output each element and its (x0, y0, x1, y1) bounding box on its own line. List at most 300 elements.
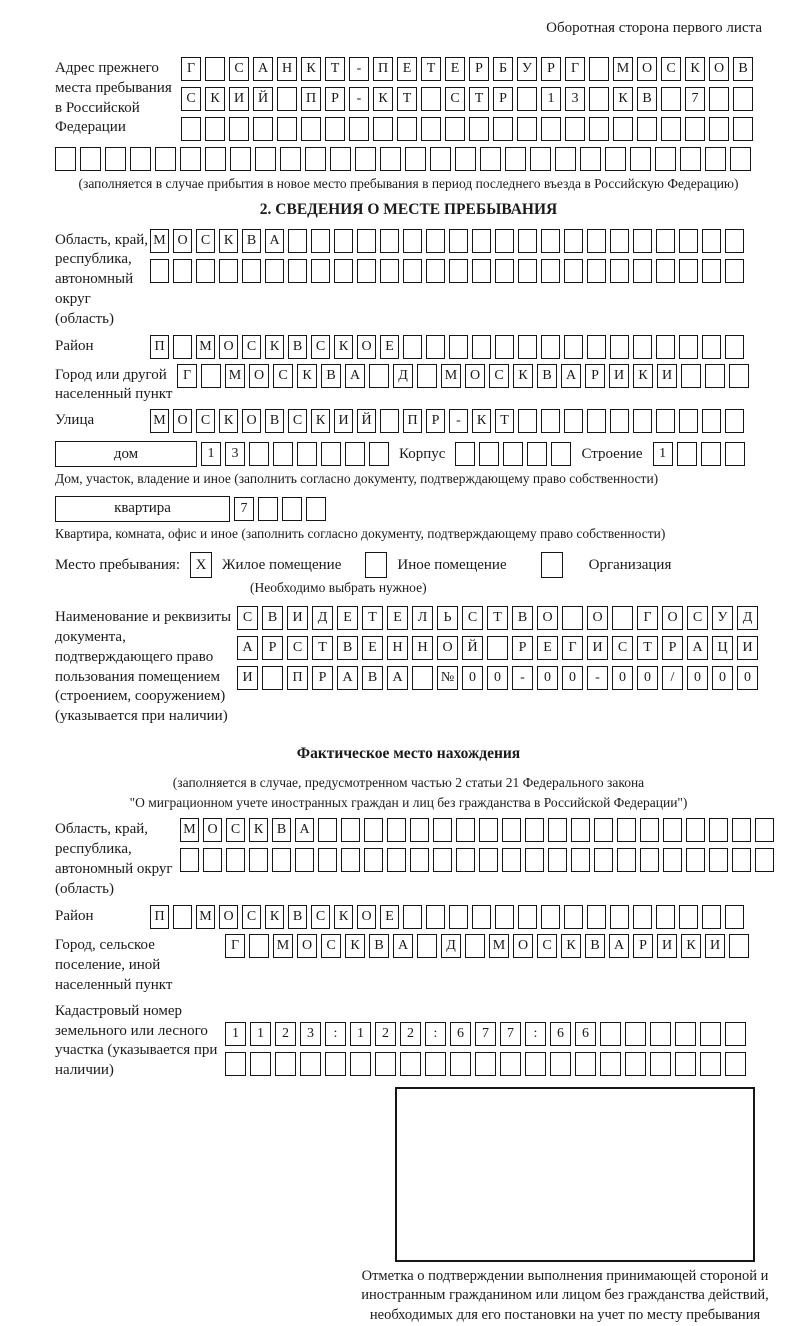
char-cell (550, 1052, 571, 1076)
char-cell: 1 (653, 442, 673, 466)
char-cell: Т (421, 57, 441, 81)
char-cell (600, 1052, 621, 1076)
fact-location-title: Фактическое место нахождения (296, 745, 521, 762)
char-cell: О (203, 818, 222, 842)
char-cell (541, 229, 560, 253)
stroenie-cells (653, 442, 745, 466)
char-cell (650, 1022, 671, 1046)
char-cell (330, 147, 351, 171)
char-cell: Б (493, 57, 513, 81)
char-cell (249, 934, 269, 958)
char-cell: С (273, 364, 293, 388)
char-cell: Р (426, 409, 445, 433)
char-cell (277, 87, 297, 111)
char-cell (173, 905, 192, 929)
char-cell: С (181, 87, 201, 111)
char-cell: Е (387, 606, 408, 630)
char-cell: - (349, 87, 369, 111)
char-cell (472, 905, 491, 929)
char-cell: У (712, 606, 733, 630)
char-cell (196, 259, 215, 283)
char-cell (702, 335, 721, 359)
char-cell: О (465, 364, 485, 388)
char-cell (249, 442, 269, 466)
char-cell: 3 (565, 87, 585, 111)
char-cell (325, 117, 345, 141)
char-cell (387, 848, 406, 872)
char-cell: К (561, 934, 581, 958)
char-cell (679, 409, 698, 433)
char-cell: 7 (500, 1022, 521, 1046)
char-cell (709, 117, 729, 141)
char-cell (562, 606, 583, 630)
char-cell: О (173, 229, 192, 253)
char-cell: Р (541, 57, 561, 81)
mesto-opt2-label: Иное помещение (397, 556, 507, 573)
char-cell (681, 364, 701, 388)
char-cell (311, 229, 330, 253)
char-cell (679, 905, 698, 929)
char-cell: С (537, 934, 557, 958)
char-cell (725, 229, 744, 253)
char-cell (487, 636, 508, 660)
kadastr-label: Кадастровый номер земельного или лесного участка (указывается при наличии) (55, 1002, 218, 1079)
char-cell (625, 1022, 646, 1046)
char-cell: А (387, 666, 408, 690)
char-cell: Р (585, 364, 605, 388)
doc-field (55, 606, 762, 727)
char-cell: Д (737, 606, 758, 630)
char-cell (548, 818, 567, 842)
char-cell: И (705, 934, 725, 958)
char-cell: О (219, 905, 238, 929)
char-cell (610, 905, 629, 929)
char-cell (661, 117, 681, 141)
fact-gorod-row (225, 934, 749, 958)
char-cell: - (587, 666, 608, 690)
char-cell (640, 848, 659, 872)
prev-address-label: Адрес прежнего места пребывания в Российской Федерации (55, 60, 172, 136)
char-cell (173, 335, 192, 359)
char-cell (700, 1022, 721, 1046)
char-cell (297, 442, 317, 466)
ulitsa-field (55, 409, 762, 433)
char-cell (449, 229, 468, 253)
char-cell (341, 818, 360, 842)
char-cell: О (537, 606, 558, 630)
char-cell (679, 335, 698, 359)
fact-oblast-label: Область, край, республика, автономный округ (область) (55, 821, 173, 897)
char-cell (282, 497, 302, 521)
char-cell (625, 1052, 646, 1076)
char-cell: Т (637, 636, 658, 660)
char-cell (380, 229, 399, 253)
char-cell (273, 442, 293, 466)
char-cell (575, 1052, 596, 1076)
char-cell: Р (493, 87, 513, 111)
char-cell: Р (662, 636, 683, 660)
char-cell (617, 818, 636, 842)
char-cell: Р (469, 57, 489, 81)
char-cell: 0 (462, 666, 483, 690)
char-cell: И (237, 666, 258, 690)
char-cell: О (357, 335, 376, 359)
char-cell (410, 818, 429, 842)
char-cell (725, 442, 745, 466)
char-cell (502, 848, 521, 872)
char-cell: С (462, 606, 483, 630)
char-cell: А (345, 364, 365, 388)
char-cell (450, 1052, 471, 1076)
char-cell (479, 442, 499, 466)
char-cell: М (273, 934, 293, 958)
char-cell: Г (565, 57, 585, 81)
char-cell: Й (462, 636, 483, 660)
doc-row-3 (237, 666, 758, 690)
char-cell (400, 1052, 421, 1076)
prev-address-row-1 (181, 57, 753, 81)
char-cell: Г (637, 606, 658, 630)
char-cell (702, 229, 721, 253)
char-cell (732, 848, 751, 872)
char-cell (479, 818, 498, 842)
char-cell: 2 (375, 1022, 396, 1046)
fact-gorod-field (55, 934, 762, 995)
char-cell: С (687, 606, 708, 630)
char-cell: Ц (712, 636, 733, 660)
char-cell: С (612, 636, 633, 660)
char-cell (594, 818, 613, 842)
char-cell (300, 1052, 321, 1076)
char-cell: О (249, 364, 269, 388)
char-cell (656, 335, 675, 359)
char-cell (587, 409, 606, 433)
char-cell: И (737, 636, 758, 660)
dom-box-label: дом (55, 441, 197, 467)
char-cell (318, 818, 337, 842)
page-top-note: Оборотная сторона первого листа (546, 20, 762, 36)
char-cell (705, 147, 726, 171)
char-cell: О (357, 905, 376, 929)
char-cell: О (219, 335, 238, 359)
stamp-box (395, 1087, 755, 1262)
char-cell: 7 (475, 1022, 496, 1046)
char-cell: К (685, 57, 705, 81)
char-cell (637, 117, 657, 141)
char-cell (493, 117, 513, 141)
char-cell (548, 848, 567, 872)
char-cell: М (150, 229, 169, 253)
char-cell (455, 442, 475, 466)
char-cell (349, 117, 369, 141)
kvartira-box-label: квартира (55, 496, 230, 522)
char-cell (633, 905, 652, 929)
char-cell (253, 117, 273, 141)
char-cell (702, 259, 721, 283)
char-cell: К (513, 364, 533, 388)
char-cell: А (295, 818, 314, 842)
char-cell (205, 147, 226, 171)
char-cell (301, 117, 321, 141)
char-cell: А (687, 636, 708, 660)
char-cell (318, 848, 337, 872)
char-cell: С (287, 636, 308, 660)
char-cell: Е (380, 905, 399, 929)
char-cell (203, 848, 222, 872)
char-cell (610, 259, 629, 283)
char-cell: С (196, 409, 215, 433)
char-cell: В (585, 934, 605, 958)
char-cell (589, 57, 609, 81)
char-cell (705, 364, 725, 388)
char-cell (679, 259, 698, 283)
char-cell: Г (562, 636, 583, 660)
char-cell (357, 229, 376, 253)
char-cell: В (337, 636, 358, 660)
kvartira-row (55, 496, 762, 522)
char-cell (456, 848, 475, 872)
char-cell (357, 259, 376, 283)
char-cell: - (349, 57, 369, 81)
kadastr-row-2 (225, 1052, 746, 1076)
char-cell: 1 (350, 1022, 371, 1046)
char-cell: В (733, 57, 753, 81)
char-cell (733, 87, 753, 111)
char-cell: 0 (537, 666, 558, 690)
char-cell (230, 147, 251, 171)
char-cell (729, 364, 749, 388)
char-cell (541, 905, 560, 929)
char-cell (613, 117, 633, 141)
char-cell (205, 117, 225, 141)
char-cell (677, 442, 697, 466)
char-cell (369, 442, 389, 466)
char-cell (403, 905, 422, 929)
char-cell: К (613, 87, 633, 111)
char-cell (686, 818, 705, 842)
char-cell (541, 259, 560, 283)
char-cell: О (637, 57, 657, 81)
char-cell (449, 259, 468, 283)
char-cell: П (373, 57, 393, 81)
char-cell: М (180, 818, 199, 842)
char-cell (495, 229, 514, 253)
char-cell (564, 259, 583, 283)
char-cell: С (237, 606, 258, 630)
char-cell: Р (512, 636, 533, 660)
char-cell: В (512, 606, 533, 630)
char-cell: Т (469, 87, 489, 111)
oblast-row-2 (150, 259, 744, 283)
char-cell (305, 147, 326, 171)
char-cell (380, 259, 399, 283)
char-cell: С (489, 364, 509, 388)
char-cell (455, 147, 476, 171)
char-cell (655, 147, 676, 171)
char-cell: : (425, 1022, 446, 1046)
char-cell (755, 818, 774, 842)
char-cell: 3 (300, 1022, 321, 1046)
char-cell (433, 818, 452, 842)
char-cell (594, 848, 613, 872)
char-cell: Н (277, 57, 297, 81)
char-cell (417, 364, 437, 388)
char-cell (725, 259, 744, 283)
char-cell: Е (362, 636, 383, 660)
mesto-prebyvaniya-row (55, 552, 762, 578)
char-cell: - (449, 409, 468, 433)
char-cell: К (681, 934, 701, 958)
char-cell (205, 57, 225, 81)
char-cell: Д (393, 364, 413, 388)
char-cell (426, 905, 445, 929)
fact-raion-field (55, 905, 762, 929)
char-cell: 0 (562, 666, 583, 690)
doc-label: Наименование и реквизиты документа, подтверждающего право пользования помещением (строением, сооружением) (указывается при наличии) (55, 609, 232, 725)
char-cell: 6 (550, 1022, 571, 1046)
char-cell (403, 229, 422, 253)
char-cell: В (242, 229, 261, 253)
char-cell: 0 (637, 666, 658, 690)
char-cell (449, 335, 468, 359)
char-cell: О (513, 934, 533, 958)
char-cell: Р (312, 666, 333, 690)
char-cell (679, 229, 698, 253)
char-cell (229, 117, 249, 141)
char-cell (518, 229, 537, 253)
char-cell: В (321, 364, 341, 388)
char-cell (277, 117, 297, 141)
char-cell: К (219, 229, 238, 253)
char-cell (421, 87, 441, 111)
char-cell: М (225, 364, 245, 388)
char-cell (405, 147, 426, 171)
char-cell: К (373, 87, 393, 111)
char-cell (472, 229, 491, 253)
char-cell (702, 409, 721, 433)
char-cell (480, 147, 501, 171)
stamp-caption: Отметка о подтверждении выполнения принимающей стороной и иностранным гражданином или лицом без гражданства действий, необходимых для его постановки на учет по месту пребывания (361, 1267, 769, 1324)
char-cell: С (288, 409, 307, 433)
fact-location-caption (55, 773, 762, 812)
char-cell: Е (380, 335, 399, 359)
char-cell (617, 848, 636, 872)
char-cell (729, 934, 749, 958)
char-cell (587, 229, 606, 253)
char-cell (364, 848, 383, 872)
char-cell (219, 259, 238, 283)
char-cell (403, 335, 422, 359)
char-cell (675, 1022, 696, 1046)
char-cell (469, 117, 489, 141)
char-cell (656, 409, 675, 433)
char-cell (380, 147, 401, 171)
dom-row (55, 441, 762, 467)
char-cell: В (288, 335, 307, 359)
char-cell (272, 848, 291, 872)
char-cell (633, 259, 652, 283)
char-cell (173, 259, 192, 283)
char-cell (525, 818, 544, 842)
char-cell: О (709, 57, 729, 81)
char-cell (242, 259, 261, 283)
fact-gorod-label: Город, сельское поселение, иной населенный пункт (55, 937, 173, 993)
char-cell (505, 147, 526, 171)
char-cell (311, 259, 330, 283)
char-cell (725, 409, 744, 433)
fact-caption-line2: "О миграционном учете иностранных граждан и лиц без гражданства в Российской Федерации") (129, 794, 688, 810)
char-cell (334, 259, 353, 283)
char-cell (55, 147, 76, 171)
prev-address-caption: (заполняется в случае прибытия в новое место пребывания в период последнего въезда в Российскую Федерацию) (78, 176, 739, 191)
char-cell (587, 259, 606, 283)
char-cell: А (609, 934, 629, 958)
char-cell: К (633, 364, 653, 388)
char-cell (426, 335, 445, 359)
char-cell (564, 335, 583, 359)
char-cell: И (587, 636, 608, 660)
char-cell: М (196, 905, 215, 929)
char-cell (656, 905, 675, 929)
char-cell (733, 117, 753, 141)
char-cell (663, 818, 682, 842)
char-cell (502, 818, 521, 842)
kadastr-row-1 (225, 1022, 746, 1046)
char-cell: Е (397, 57, 417, 81)
char-cell: 1 (250, 1022, 271, 1046)
char-cell (525, 848, 544, 872)
char-cell (80, 147, 101, 171)
char-cell (387, 818, 406, 842)
char-cell (633, 335, 652, 359)
char-cell: А (265, 229, 284, 253)
char-cell: 0 (737, 666, 758, 690)
char-cell: П (150, 905, 169, 929)
char-cell (633, 409, 652, 433)
char-cell: О (173, 409, 192, 433)
char-cell: О (297, 934, 317, 958)
char-cell (656, 259, 675, 283)
char-cell (421, 117, 441, 141)
char-cell (426, 259, 445, 283)
char-cell (612, 606, 633, 630)
char-cell: Е (337, 606, 358, 630)
char-cell: В (272, 818, 291, 842)
prev-address-field (55, 57, 762, 141)
char-cell (280, 147, 301, 171)
char-cell (456, 818, 475, 842)
kadastr-field (55, 1000, 762, 1081)
fact-oblast-field (55, 818, 762, 899)
char-cell: С (229, 57, 249, 81)
char-cell: М (150, 409, 169, 433)
char-cell: Т (487, 606, 508, 630)
char-cell (495, 335, 514, 359)
char-cell (201, 364, 221, 388)
char-cell (430, 147, 451, 171)
char-cell (701, 442, 721, 466)
stroenie-label: Строение (581, 445, 643, 462)
char-cell: А (393, 934, 413, 958)
korpus-label: Корпус (399, 445, 446, 462)
char-cell (541, 409, 560, 433)
checkbox-inoe (365, 552, 387, 578)
char-cell: К (205, 87, 225, 111)
char-cell: Т (362, 606, 383, 630)
mesto-label: Место пребывания: (55, 556, 180, 573)
char-cell (610, 335, 629, 359)
char-cell (472, 335, 491, 359)
